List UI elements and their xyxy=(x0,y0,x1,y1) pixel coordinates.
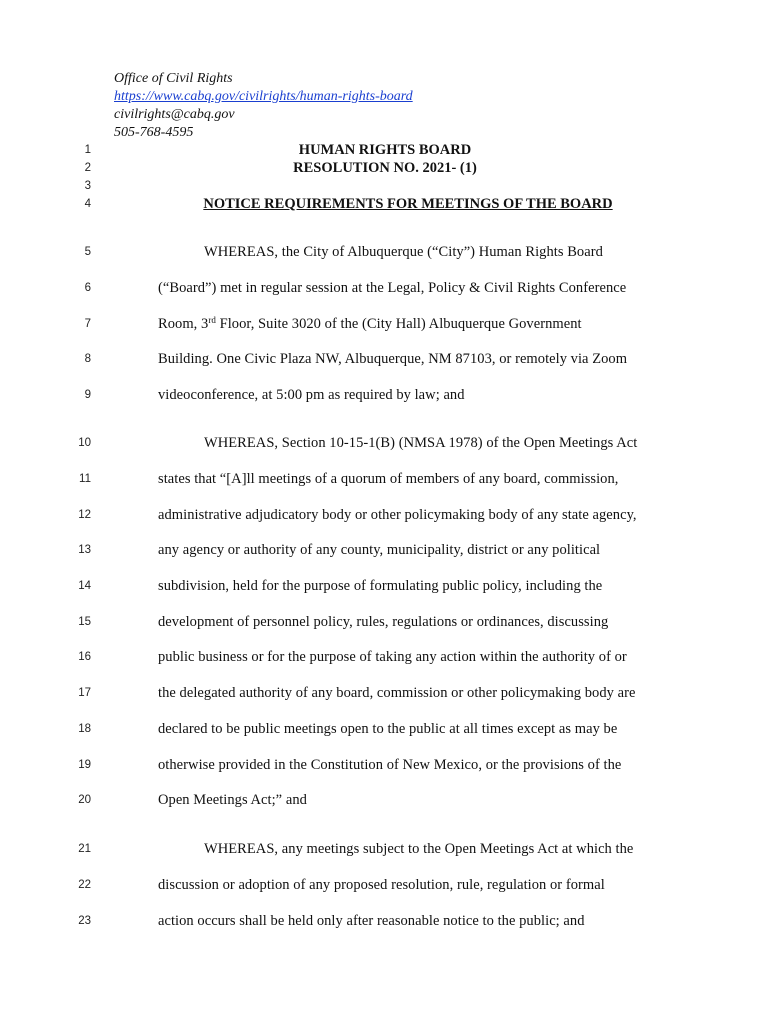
body-line: videoconference, at 5:00 pm as required by law; and xyxy=(158,387,465,403)
resolution-number: RESOLUTION NO. 2021- (1) xyxy=(293,160,477,176)
body-line: development of personnel policy, rules, regulations or ordinances, discussing xyxy=(158,614,609,630)
board-title: HUMAN RIGHTS BOARD xyxy=(298,142,472,158)
office-name: Office of Civil Rights xyxy=(114,71,233,86)
line-number: 14 xyxy=(78,580,91,592)
line-number: 13 xyxy=(78,544,91,556)
body-line: discussion or adoption of any proposed resolution, rule, regulation or formal xyxy=(158,877,605,893)
line-number: 12 xyxy=(78,509,91,521)
body-line: otherwise provided in the Constitution of New Mexico, or the provisions of the xyxy=(158,757,622,773)
body-line: WHEREAS, Section 10-15-1(B) (NMSA 1978) of the Open Meetings Act xyxy=(204,435,638,451)
line-number: 23 xyxy=(78,915,91,927)
body-line: (“Board”) met in regular session at the Legal, Policy & Civil Rights Conference xyxy=(158,280,627,296)
line-number: 6 xyxy=(84,282,91,294)
body-line: any agency or authority of any county, municipality, district or any political xyxy=(158,542,601,558)
line-number: 20 xyxy=(78,794,91,806)
body-line: states that “[A]ll meetings of a quorum of members of any board, commission, xyxy=(158,471,619,487)
body-line: WHEREAS, the City of Albuquerque (“City”) Human Rights Board xyxy=(204,244,603,260)
line-number: 5 xyxy=(84,246,91,258)
line-number: 22 xyxy=(78,879,91,891)
body-line: administrative adjudicatory body or other policymaking body of any state agency, xyxy=(158,507,637,523)
body-line: public business or for the purpose of taking any action within the authority of or xyxy=(158,649,627,665)
phone-number: 505-768-4595 xyxy=(114,125,194,140)
body-line: WHEREAS, any meetings subject to the Open Meetings Act at which the xyxy=(204,841,634,857)
line-number: 18 xyxy=(78,723,91,735)
body-line: Building. One Civic Plaza NW, Albuquerque, NM 87103, or remotely via Zoom xyxy=(158,351,628,367)
line-number: 8 xyxy=(84,353,91,365)
body-line: the delegated authority of any board, commission or other policymaking body are xyxy=(158,685,636,701)
body-line-part: Floor, Suite 3020 of the (City Hall) Albuquerque Government xyxy=(215,316,582,332)
line-number: 1 xyxy=(84,144,91,156)
line-number: 17 xyxy=(78,687,91,699)
body-line: declared to be public meetings open to the public at all times except as may be xyxy=(158,721,618,737)
line-number: 3 xyxy=(84,180,91,192)
line-number: 15 xyxy=(78,616,91,628)
email-address: civilrights@cabq.gov xyxy=(114,107,235,122)
body-line-part: Room, 3 xyxy=(158,316,209,332)
line-number: 19 xyxy=(78,759,91,771)
line-number: 16 xyxy=(78,651,91,663)
line-number: 21 xyxy=(78,843,91,855)
line-number: 9 xyxy=(84,389,91,401)
line-number: 10 xyxy=(78,437,91,449)
body-line: subdivision, held for the purpose of formulating public policy, including the xyxy=(158,578,603,594)
line-number: 11 xyxy=(79,473,91,485)
line-number: 7 xyxy=(84,318,91,330)
ordinal-superscript: rd xyxy=(208,315,216,325)
body-line: action occurs shall be held only after reasonable notice to the public; and xyxy=(158,913,585,929)
line-number: 4 xyxy=(84,198,91,210)
line-number: 2 xyxy=(84,162,91,174)
body-line: Open Meetings Act;” and xyxy=(158,792,307,808)
body-line xyxy=(158,316,582,333)
website-link[interactable]: https://www.cabq.gov/civilrights/human-rights-board xyxy=(114,89,413,104)
document-heading: NOTICE REQUIREMENTS FOR MEETINGS OF THE BOARD xyxy=(203,196,613,212)
website-link-wrapper xyxy=(114,88,413,106)
